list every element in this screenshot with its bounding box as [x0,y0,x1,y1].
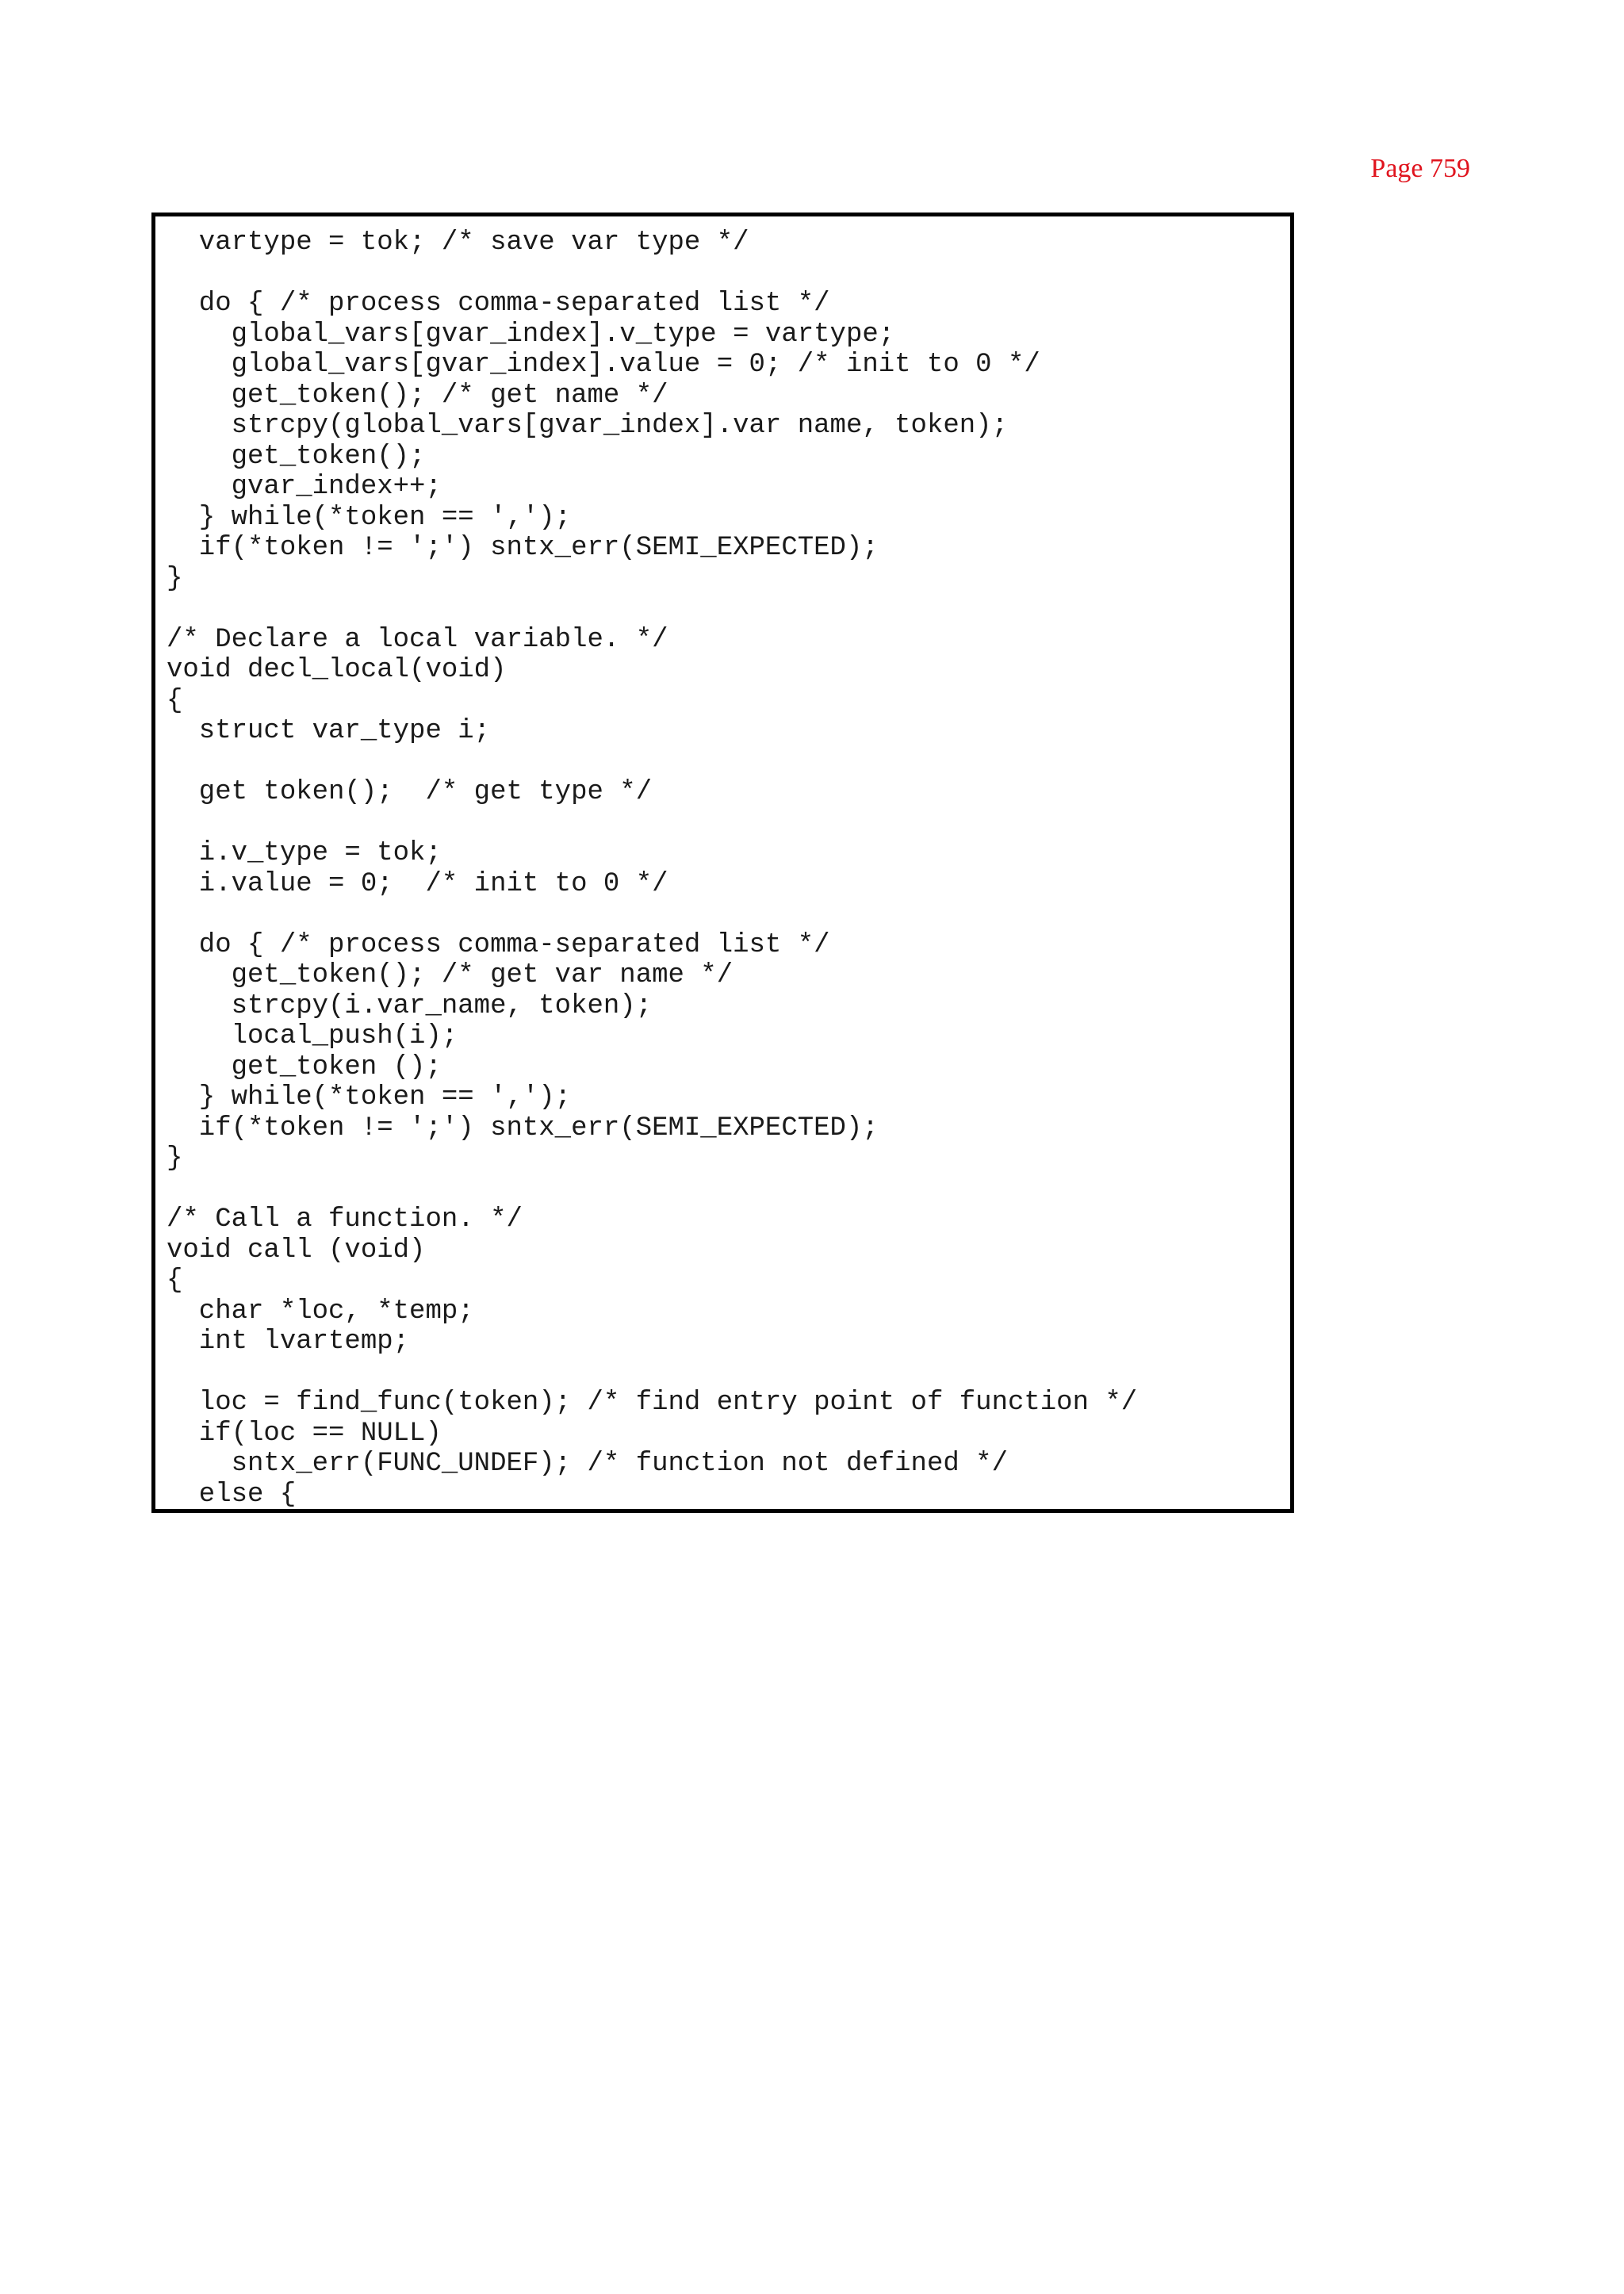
code-line: { [167,685,183,716]
code-line: get_token (); [167,1051,442,1082]
code-line: void decl_local(void) [167,655,507,685]
code-line [167,899,1290,930]
code-line: local_push(i); [167,1021,458,1051]
code-line: } while(*token == ','); [167,1082,572,1113]
code-line: else { [167,1479,297,1510]
code-line: /* Call a function. */ [167,1204,523,1235]
code-line: loc = find_func(token); /* find entry point of function */ [167,1388,1138,1418]
code-line: struct var_type i; [167,716,491,746]
code-line [167,808,1290,839]
code-line: global_vars[gvar_index].v_type = vartype; [167,319,895,350]
code-line: void call (void) [167,1235,426,1266]
code-line [167,594,1290,625]
code-line: sntx_err(FUNC_UNDEF); /* function not defined */ [167,1449,1008,1479]
code-listing [151,213,1294,1513]
code-line: do { /* process comma-separated list */ [167,929,830,960]
code-line: strcpy(i.var_name, token); [167,990,653,1021]
code-line: if(*token != ';') sntx_err(SEMI_EXPECTED); [167,533,879,563]
code-line [167,259,1290,289]
code-line: gvar_index++; [167,472,442,502]
code-line: } [167,563,183,594]
code-line: char *loc, *temp; [167,1296,474,1327]
code-line: if(*token != ';') sntx_err(SEMI_EXPECTED); [167,1113,879,1143]
code-line: /* Declare a local variable. */ [167,624,668,655]
code-line: i.v_type = tok; [167,838,442,868]
code-line: get token(); /* get type */ [167,777,653,807]
code-line: get_token(); /* get name */ [167,380,668,411]
code-line: global_vars[gvar_index].value = 0; /* init to 0 */ [167,350,1040,380]
code-line: get_token(); /* get var name */ [167,960,733,990]
code-line: vartype = tok; /* save var type */ [167,228,749,258]
code-line [167,1358,1290,1388]
code-line: int lvartemp; [167,1327,410,1357]
code-line: if(loc == NULL) [167,1418,442,1449]
code-line: strcpy(global_vars[gvar_index].var name, token); [167,411,1008,441]
code-line [167,1174,1290,1205]
code-line [167,747,1290,778]
page-number: Page 759 [1370,154,1470,183]
code-line: } [167,1143,183,1174]
code-line: do { /* process comma-separated list */ [167,289,830,319]
code-line: } while(*token == ','); [167,502,572,533]
code-line: get_token(); [167,441,426,472]
code-line: { [167,1266,183,1296]
code-line: i.value = 0; /* init to 0 */ [167,868,668,899]
